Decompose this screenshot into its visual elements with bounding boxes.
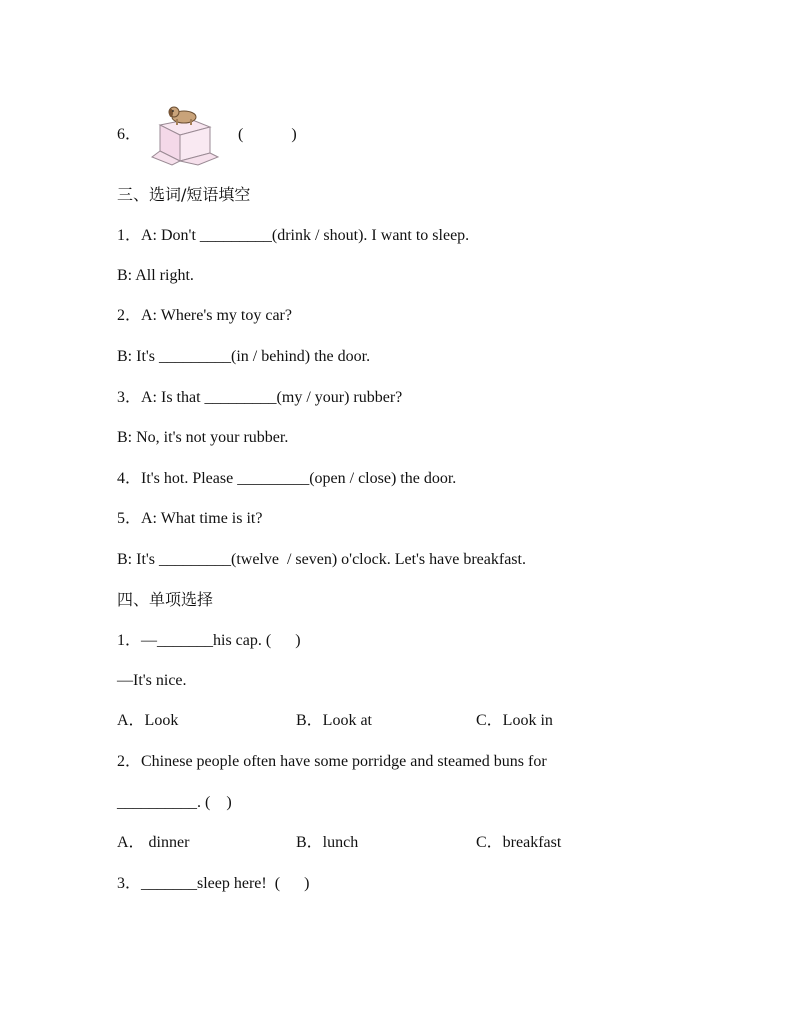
s3-line-8: 5．A: What time is it? xyxy=(117,510,263,527)
s3-line-3: 2．A: Where's my toy car? xyxy=(117,307,292,324)
section-3-title: 三、选词/短语填空 xyxy=(117,185,251,204)
s3-line-7: 4．It's hot. Please _________(open / close) the door. xyxy=(117,470,457,487)
dog-on-box-picture xyxy=(150,105,220,167)
s3-line-1: 1．A: Don't _________(drink / shout). I want to sleep. xyxy=(117,227,470,244)
s3-line-9: B: It's _________(twelve / seven) o'clock. Let's have breakfast. xyxy=(117,551,526,568)
q2-stem-continued: __________. ( ) xyxy=(117,794,232,811)
q1-reply: —It's nice. xyxy=(117,672,187,689)
q2-stem: 2．Chinese people often have some porridge and steamed buns for xyxy=(117,753,547,770)
item-6-number: 6． xyxy=(117,126,142,143)
s3-line-6: B: No, it's not your rubber. xyxy=(117,429,289,446)
s3-line-4: B: It's _________(in / behind) the door. xyxy=(117,348,371,365)
s3-line-2: B: All right. xyxy=(117,267,194,284)
q3-stem: 3．_______sleep here! ( ) xyxy=(117,875,310,892)
q1-option-c: C．Look in xyxy=(476,712,553,729)
item-6-answer-blank: ( ) xyxy=(238,126,297,143)
q1-option-a: A．Look xyxy=(117,712,179,729)
q2-option-a: A． dinner xyxy=(117,834,190,851)
q2-option-c: C．breakfast xyxy=(476,834,562,851)
q1-stem: 1．—_______his cap. ( ) xyxy=(117,632,301,649)
section-4-title: 四、单项选择 xyxy=(117,590,214,609)
q1-option-b: B．Look at xyxy=(296,712,372,729)
s3-line-5: 3．A: Is that _________(my / your) rubber? xyxy=(117,389,403,406)
q2-option-b: B．lunch xyxy=(296,834,359,851)
